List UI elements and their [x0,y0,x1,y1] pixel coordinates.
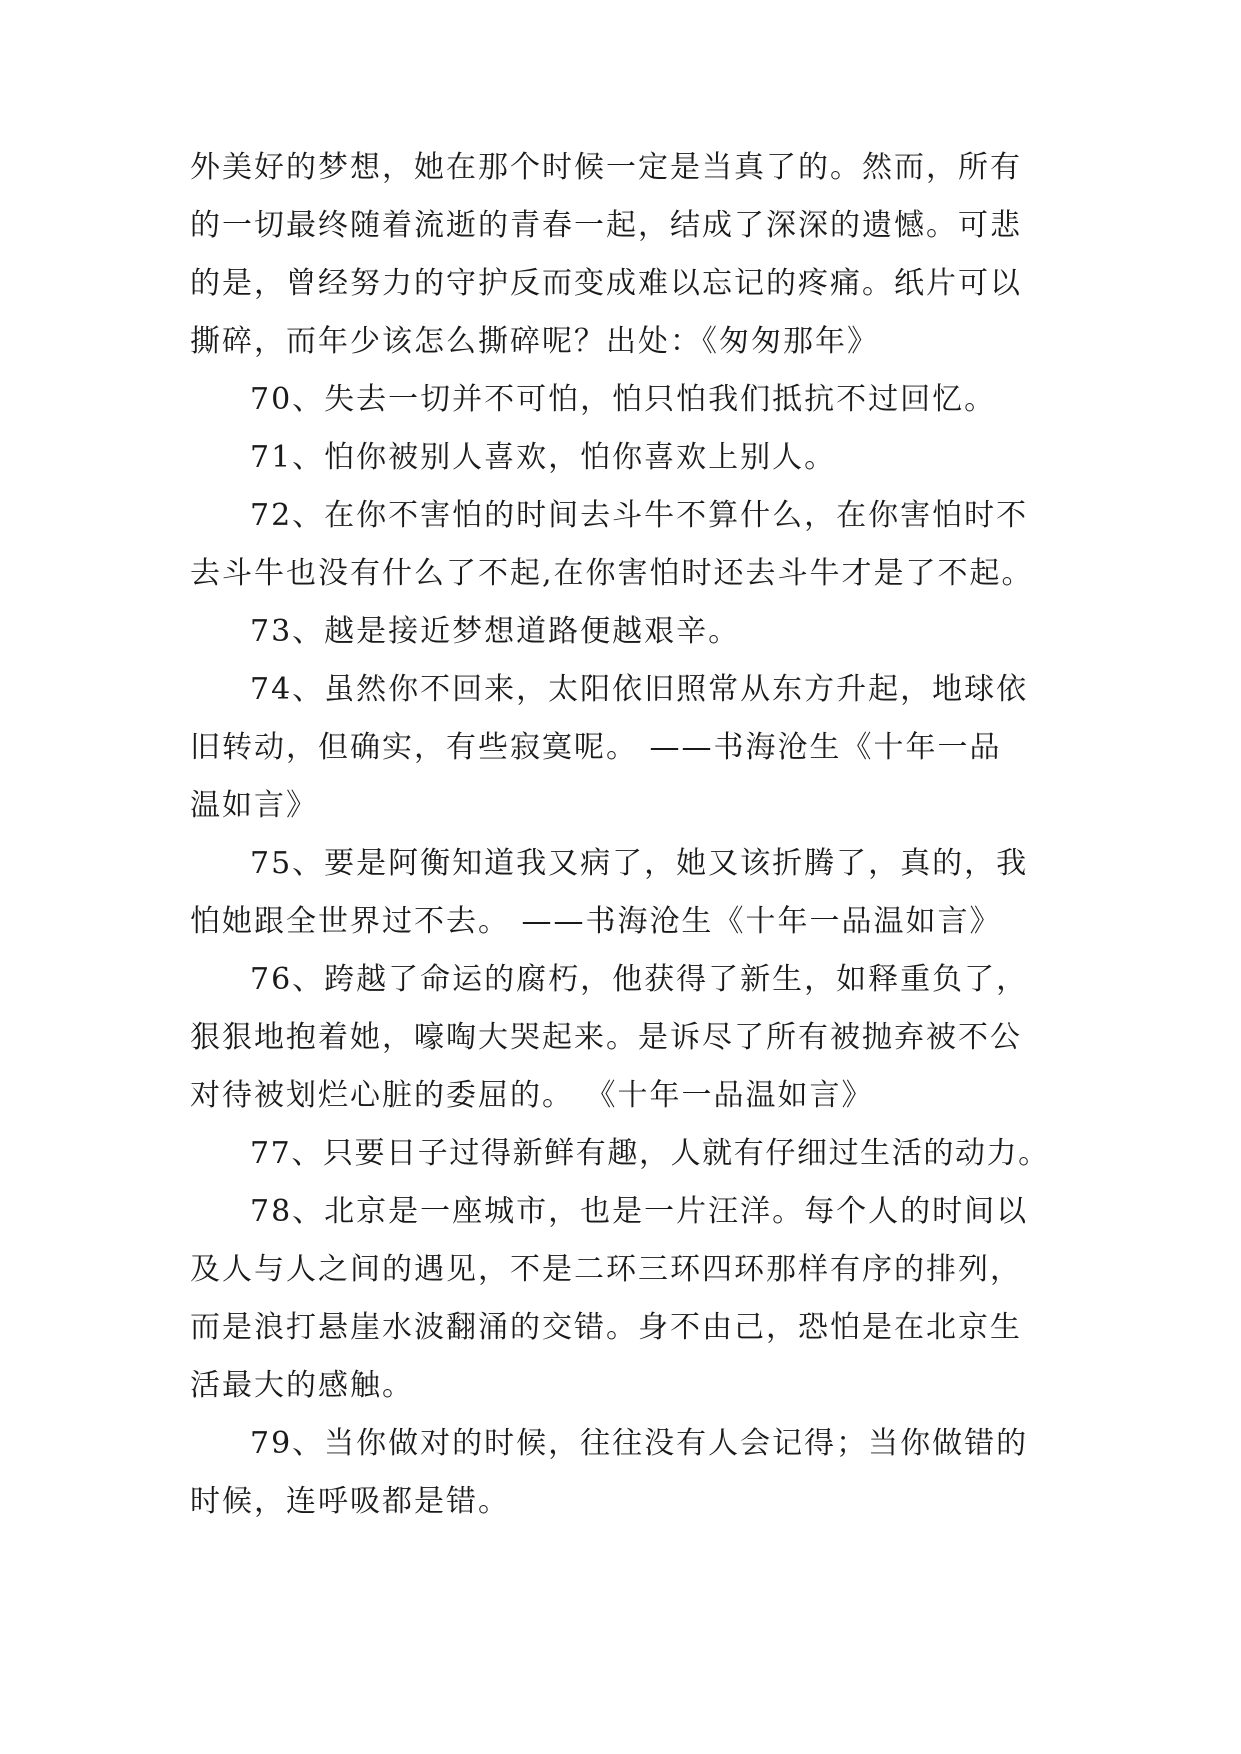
text-line: 时候，连呼吸都是错。 [190,1484,510,1519]
text-line: 撕碎，而年少该怎么撕碎呢？出处：《匆匆那年》 [190,324,879,359]
text-line: 温如言》 [190,788,318,823]
text-line: 旧转动，但确实，有些寂寞呢。 ——书海沧生《十年一品 [190,730,1002,765]
text-line: 狠狠地抱着她，嚎啕大哭起来。是诉尽了所有被抛弃被不公 [190,1020,1022,1055]
quote-73: 73、越是接近梦想道路便越艰辛。 [250,614,741,649]
quote-78: 78、北京是一座城市，也是一片汪洋。每个人的时间以 [250,1194,1029,1229]
quote-77: 77、只要日子过得新鲜有趣，人就有仔细过生活的动力。 [250,1136,1050,1171]
text-line: 而是浪打悬崖水波翻涌的交错。身不由己，恐怕是在北京生 [190,1310,1022,1345]
text-line: 怕她跟全世界过不去。 ——书海沧生《十年一品温如言》 [190,904,1002,939]
quote-72: 72、在你不害怕的时间去斗牛不算什么，在你害怕时不 [250,498,1029,533]
text-line: 的是，曾经努力的守护反而变成难以忘记的疼痛。纸片可以 [190,266,1022,301]
quote-71: 71、怕你被别人喜欢，怕你喜欢上别人。 [250,440,837,475]
quote-76: 76、跨越了命运的腐朽，他获得了新生，如释重负了， [250,962,1029,997]
text-line: 外美好的梦想，她在那个时候一定是当真了的。然而，所有 [190,150,1022,185]
text-line: 去斗牛也没有什么了不起,在你害怕时还去斗牛才是了不起。 [190,556,1034,591]
text-line: 及人与人之间的遇见，不是二环三环四环那样有序的排列， [190,1252,1022,1287]
quote-74: 74、虽然你不回来，太阳依旧照常从东方升起，地球依 [250,672,1029,707]
text-line: 的一切最终随着流逝的青春一起，结成了深深的遗憾。可悲 [190,208,1022,243]
quote-75: 75、要是阿衡知道我又病了，她又该折腾了，真的，我 [250,846,1029,881]
quote-79: 79、当你做对的时候，往往没有人会记得；当你做错的 [250,1426,1029,1461]
text-line: 对待被划烂心脏的委屈的。 《十年一品温如言》 [190,1078,874,1113]
text-line: 活最大的感触。 [190,1368,414,1403]
quote-70: 70、失去一切并不可怕，怕只怕我们抵抗不过回忆。 [250,382,997,417]
